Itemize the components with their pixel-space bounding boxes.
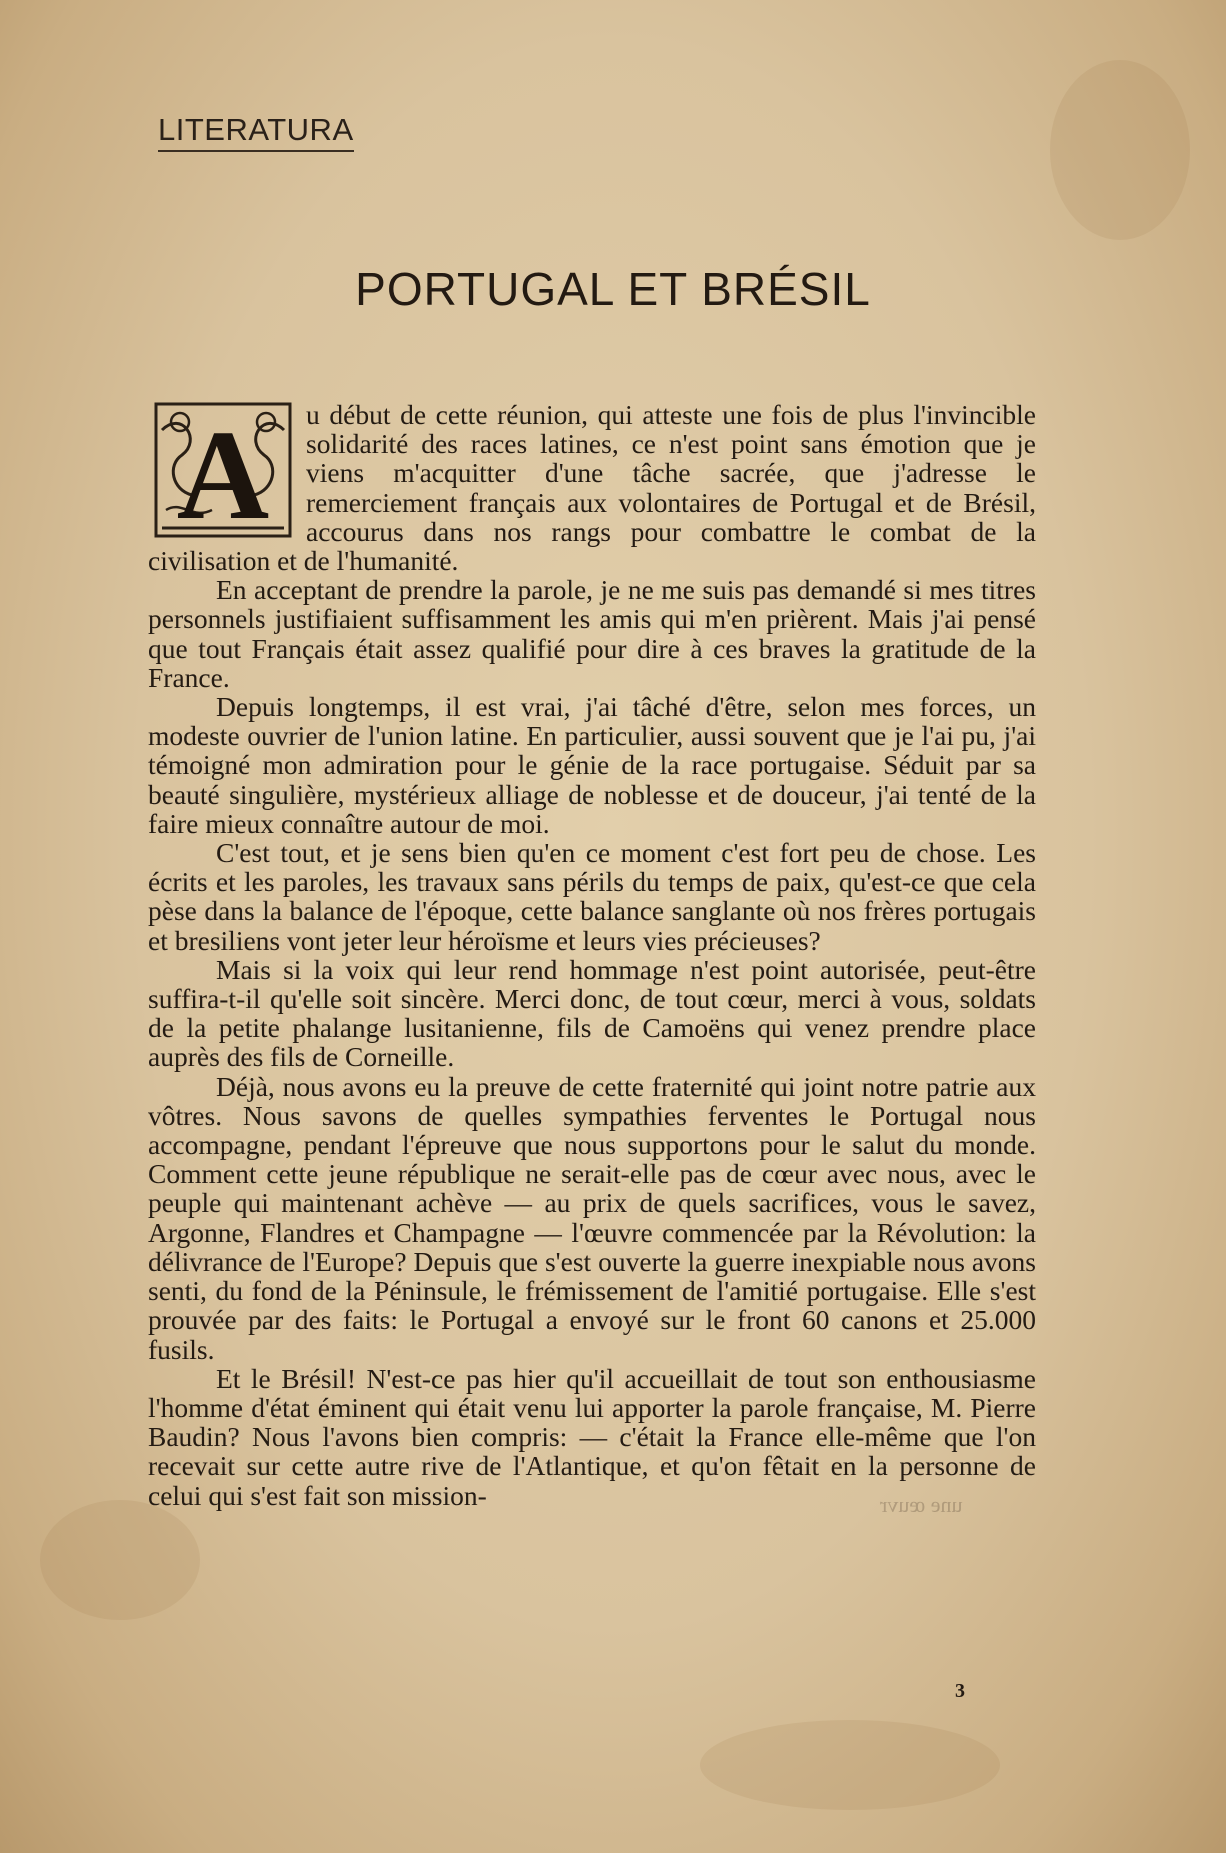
paper-stain [40, 1500, 200, 1620]
paragraph: u début de cette réunion, qui atteste une fois de plus l'invincible solidarité des races latines, ce n'est point sans émotion que je viens m'acquitter d'une tâche sacrée, que j'adresse le remerciement français aux volontaires de Portugal et de Brésil, accourus dans nos rangs pour combattre le combat de la civilisation et de l'humanité. [148, 399, 1036, 577]
article-body [148, 400, 1036, 1510]
paragraph: Et le Brésil! N'est-ce pas hier qu'il accueillait de tout son enthousiasme l'homme d'état éminent qui était venu lui apporter la parole française, M. Pierre Baudin? Nous l'avons bien compris: — c'était la France elle-même que l'on recevait sur cette autre rive de l'Atlantique, et qu'on fêtait en la personne de celui qui s'est fait son mission- [148, 1362, 1036, 1511]
paragraph: Depuis longtemps, il est vrai, j'ai tâché d'être, selon mes forces, un modeste ouvrier de l'union latine. En particulier, aussi souvent que je l'ai pu, j'ai témoigné mon admiration pour le génie de la race portugaise. Séduit par sa beauté singulière, mystérieux alliage de noblesse et de douceur, j'ai tenté de la faire mieux connaître autour de moi. [148, 691, 1036, 839]
paragraph: Mais si la voix qui leur rend hommage n'est point autorisée, peut-être suffira-t-il qu'elle soit sincère. Merci donc, de tout cœur, merci à vous, soldats de la petite phalange lusitanienne, fils de Camoëns qui venez prendre place auprès des fils de Corneille. [148, 953, 1036, 1073]
ornamental-drop-cap [152, 400, 294, 540]
paper-stain [700, 1720, 1000, 1810]
bleed-through-text: une œuvr [880, 1492, 963, 1517]
paper-stain [1050, 60, 1190, 240]
drop-cap-letter: A [176, 404, 270, 540]
section-label: LITERATURA [158, 112, 354, 152]
page-number: 3 [955, 1680, 965, 1702]
paragraph: C'est tout, et je sens bien qu'en ce moment c'est fort peu de chose. Les écrits et les paroles, les travaux sans périls du temps de paix, qu'est-ce que cela pèse dans la balance de l'époque, cette balance sanglante où nos frères portugais et bresiliens vont jeter leur héroïsme et leurs vies précieuses? [148, 837, 1036, 956]
paragraph: En acceptant de prendre la parole, je ne me suis pas demandé si mes titres personnels justifiaient suffisamment les amis qui m'en prièrent. Mais j'ai pensé que tout Français était assez qualifié pour dire à ces braves la gratitude de la France. [148, 574, 1036, 693]
article-title: PORTUGAL ET BRÉSIL [355, 263, 871, 315]
paragraph: Déjà, nous avons eu la preuve de cette fraternité qui joint notre patrie aux vôtres. Nous savons de quelles sympathies ferventes le Portugal nous accompagne, pendant l'épreuve que nous supportons pour le salut du monde. Comment cette jeune république ne serait-elle pas de cœur avec nous, avec le peuple qui maintenant achève — au prix de quels sacrifices, vous le savez, Argonne, Flandres et Champagne — l'œuvre commencée par la Révolution: la délivrance de l'Europe? Depuis que s'est ouverte la guerre inexpiable nous avons senti, du fond de la Péninsule, le frémissement de l'amitié portugaise. Elle s'est prouvée par des faits: le Portugal a envoyé sur le front 60 canons et 25.000 fusils. [148, 1070, 1036, 1365]
